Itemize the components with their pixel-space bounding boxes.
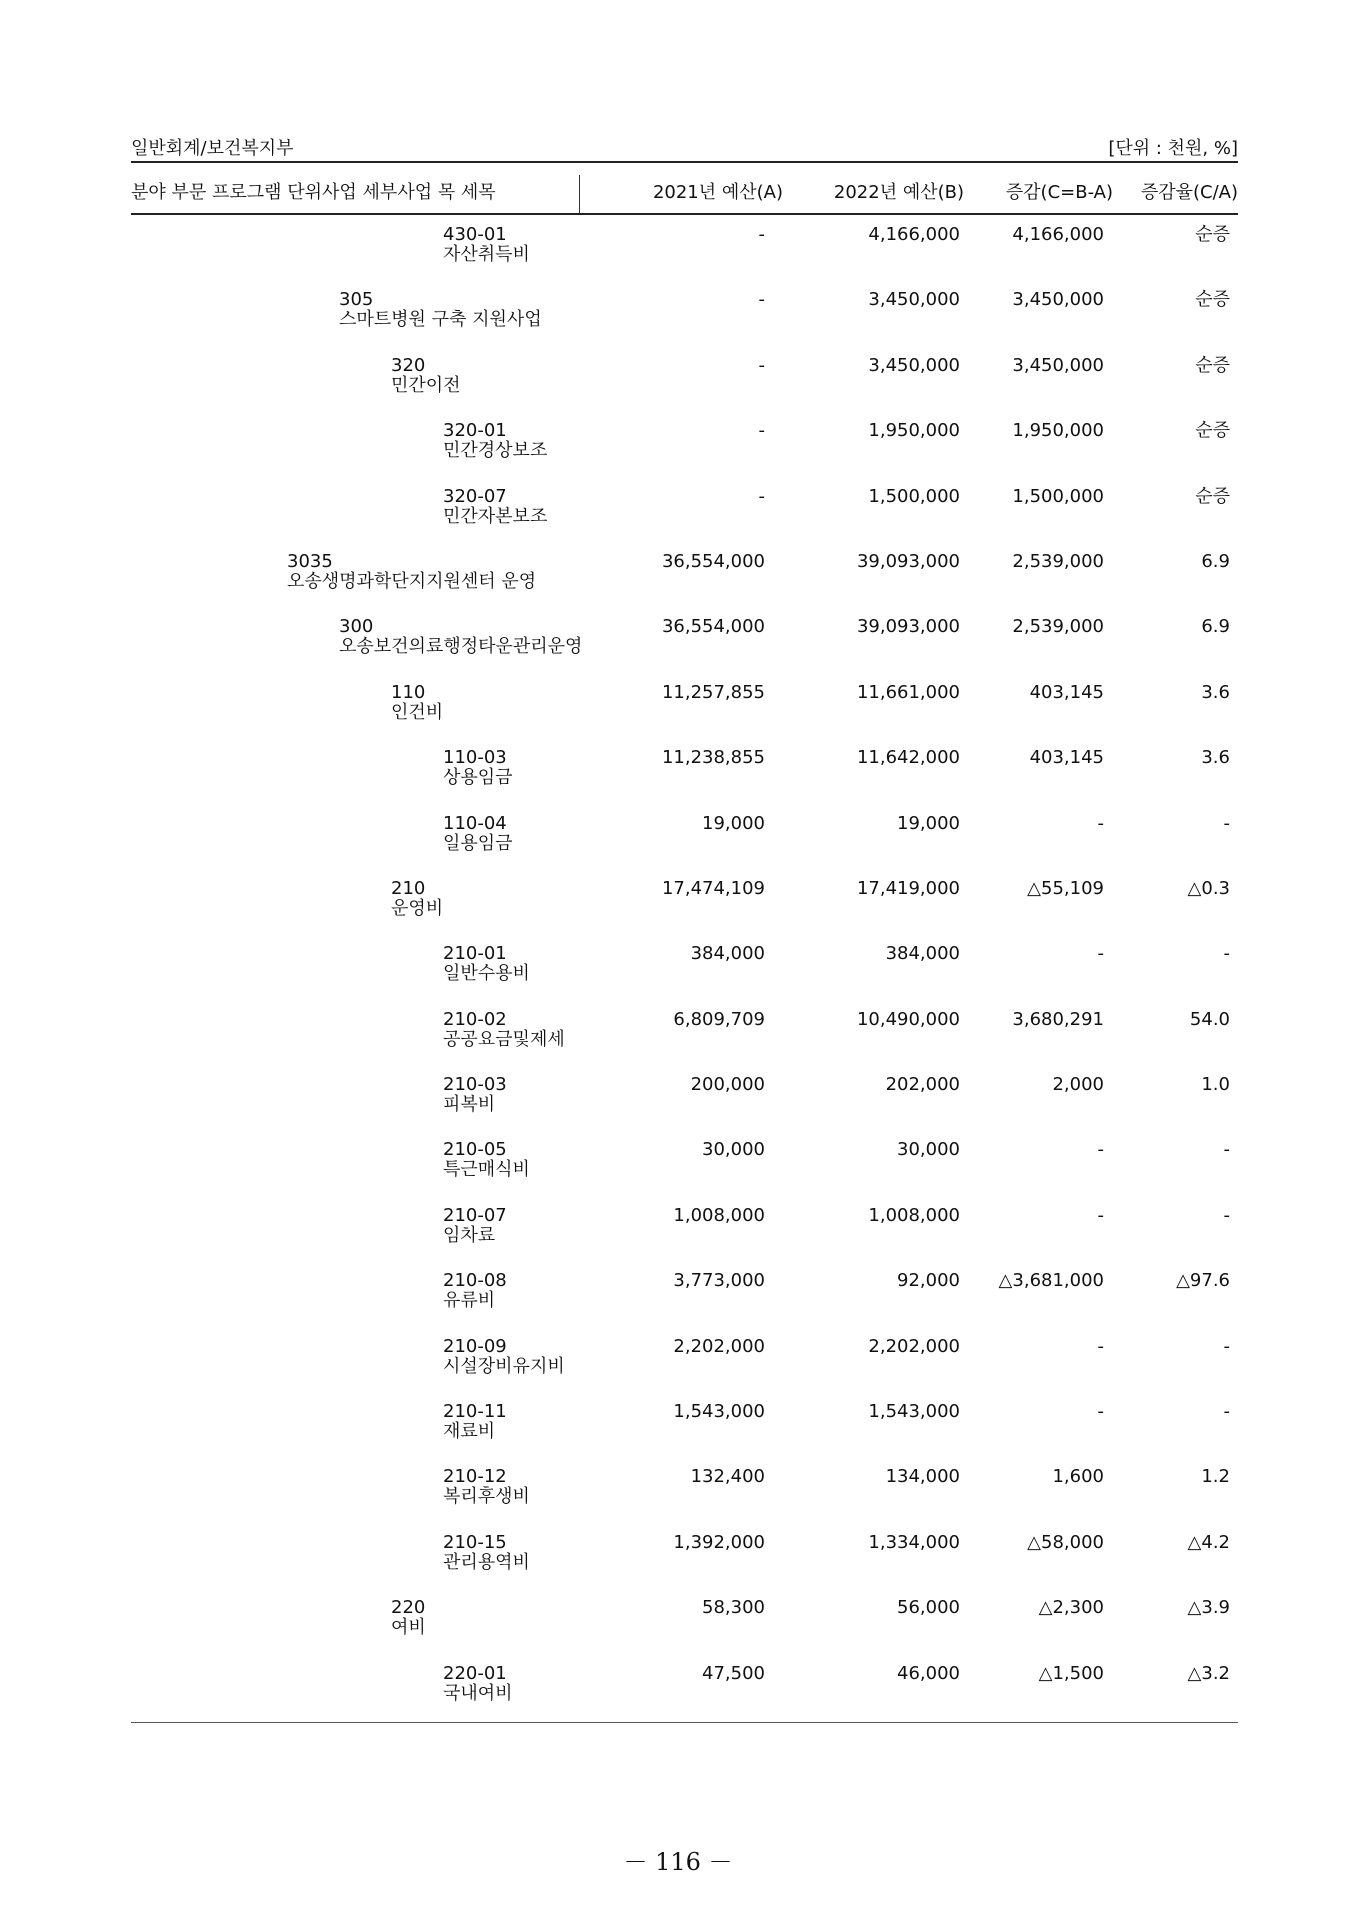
table-bottom-rule <box>131 1722 1238 1723</box>
item-code: 220-01 <box>443 1662 507 1684</box>
table-row <box>131 1532 1238 1597</box>
table-row <box>131 486 1238 551</box>
difference-cell: △3,681,000 <box>998 1270 1104 1292</box>
difference-cell: - <box>1097 1401 1104 1423</box>
budget-2021-cell: 6,809,709 <box>673 1008 765 1030</box>
difference-cell: 1,600 <box>1052 1466 1104 1488</box>
budget-2021-cell: 2,202,000 <box>673 1335 765 1357</box>
budget-2022-cell: 1,543,000 <box>868 1401 960 1423</box>
budget-table-body <box>131 224 1238 1728</box>
difference-cell: 1,950,000 <box>1012 420 1104 442</box>
budget-2022-cell: 2,202,000 <box>868 1335 960 1357</box>
difference-cell: △2,300 <box>1038 1597 1104 1619</box>
item-name: 민간경상보조 <box>443 440 548 462</box>
change-rate-cell: △3.9 <box>1187 1597 1230 1619</box>
difference-cell: 3,450,000 <box>1012 354 1104 376</box>
difference-cell: 1,500,000 <box>1012 485 1104 507</box>
item-name: 재료비 <box>443 1421 496 1443</box>
table-row <box>131 616 1238 681</box>
budget-2021-cell: - <box>758 289 765 311</box>
table-row <box>131 289 1238 354</box>
item-code: 110-04 <box>443 812 507 834</box>
change-rate-cell: 순증 <box>1195 224 1230 245</box>
budget-2022-cell: 17,419,000 <box>856 877 960 899</box>
item-name: 복리후생비 <box>443 1486 530 1508</box>
column-header-difference: 증감(C=B-A) <box>1005 182 1113 203</box>
change-rate-cell: - <box>1223 1401 1230 1423</box>
budget-2022-cell: 30,000 <box>897 1139 960 1161</box>
table-row <box>131 1009 1238 1074</box>
change-rate-cell: 1.0 <box>1201 1074 1230 1096</box>
budget-2022-cell: 11,661,000 <box>856 681 960 703</box>
budget-2021-cell: 19,000 <box>702 812 765 834</box>
change-rate-cell: - <box>1223 1204 1230 1226</box>
difference-cell: △55,109 <box>1027 877 1104 899</box>
difference-cell: - <box>1097 812 1104 834</box>
item-name: 자산취득비 <box>443 244 530 265</box>
item-name: 유류비 <box>443 1290 496 1312</box>
item-name: 시설장비유지비 <box>443 1355 565 1377</box>
item-code: 220 <box>391 1597 426 1619</box>
item-code: 210-08 <box>443 1270 507 1292</box>
budget-2021-cell: 384,000 <box>690 943 765 965</box>
difference-cell: △58,000 <box>1027 1531 1104 1553</box>
page-header <box>131 131 1238 161</box>
budget-2021-cell: 1,008,000 <box>673 1204 765 1226</box>
change-rate-cell: 순증 <box>1195 420 1230 442</box>
item-code: 210-11 <box>443 1401 507 1423</box>
budget-2021-cell: 58,300 <box>702 1597 765 1619</box>
item-name: 임차료 <box>443 1224 496 1246</box>
change-rate-cell: 순증 <box>1195 485 1230 507</box>
budget-2022-cell: 56,000 <box>897 1597 960 1619</box>
budget-2021-cell: 30,000 <box>702 1139 765 1161</box>
item-name: 일용임금 <box>443 832 513 854</box>
item-code: 210-15 <box>443 1531 507 1553</box>
budget-2022-cell: 46,000 <box>897 1662 960 1684</box>
table-row <box>131 1139 1238 1204</box>
change-rate-cell: △97.6 <box>1176 1270 1230 1292</box>
change-rate-cell: - <box>1223 1335 1230 1357</box>
column-header-change-rate: 증감율(C/A) <box>1140 182 1238 203</box>
item-name: 여비 <box>391 1617 426 1639</box>
table-row <box>131 355 1238 420</box>
item-code: 300 <box>339 616 374 638</box>
item-code: 210-03 <box>443 1074 507 1096</box>
item-code: 3035 <box>287 550 333 572</box>
table-row <box>131 878 1238 943</box>
difference-cell: - <box>1097 1204 1104 1226</box>
item-name: 관리용역비 <box>443 1551 530 1573</box>
item-code: 305 <box>339 289 374 311</box>
budget-2022-cell: 4,166,000 <box>868 224 960 245</box>
budget-2021-cell: 11,238,855 <box>661 747 765 769</box>
table-row <box>131 1663 1238 1728</box>
item-code: 210 <box>391 877 426 899</box>
item-code: 210-01 <box>443 943 507 965</box>
budget-2021-cell: - <box>758 485 765 507</box>
budget-2022-cell: 1,008,000 <box>868 1204 960 1226</box>
change-rate-cell: 6.9 <box>1201 616 1230 638</box>
item-name: 스마트병원 구축 지원사업 <box>339 309 542 331</box>
change-rate-cell: 순증 <box>1195 289 1230 311</box>
difference-cell: - <box>1097 1139 1104 1161</box>
item-name: 상용임금 <box>443 767 513 789</box>
budget-2021-cell: 36,554,000 <box>661 550 765 572</box>
item-name: 공공요금및제세 <box>443 1028 565 1050</box>
budget-2021-cell: 1,543,000 <box>673 1401 765 1423</box>
table-row <box>131 943 1238 1008</box>
budget-2021-cell: 17,474,109 <box>661 877 765 899</box>
table-row <box>131 1597 1238 1662</box>
difference-cell: 403,145 <box>1029 681 1104 703</box>
change-rate-cell: 3.6 <box>1201 747 1230 769</box>
budget-2021-cell: 200,000 <box>690 1074 765 1096</box>
table-header-rule <box>131 213 1238 215</box>
table-row <box>131 1466 1238 1531</box>
change-rate-cell: 순증 <box>1195 354 1230 376</box>
item-code: 210-07 <box>443 1204 507 1226</box>
budget-2022-cell: 3,450,000 <box>868 289 960 311</box>
item-name: 피복비 <box>443 1094 496 1116</box>
change-rate-cell: 3.6 <box>1201 681 1230 703</box>
item-code: 210-12 <box>443 1466 507 1488</box>
table-row <box>131 1336 1238 1401</box>
item-name: 일반수용비 <box>443 963 530 985</box>
budget-2022-cell: 39,093,000 <box>856 616 960 638</box>
item-name: 인건비 <box>391 701 444 723</box>
item-code: 210-09 <box>443 1335 507 1357</box>
change-rate-cell: △3.2 <box>1187 1662 1230 1684</box>
budget-2021-cell: 36,554,000 <box>661 616 765 638</box>
difference-cell: - <box>1097 943 1104 965</box>
difference-cell: △1,500 <box>1038 1662 1104 1684</box>
budget-2022-cell: 1,500,000 <box>868 485 960 507</box>
change-rate-cell: 6.9 <box>1201 550 1230 572</box>
item-name: 오송생명과학단지지원센터 운영 <box>287 570 537 592</box>
table-row <box>131 747 1238 812</box>
budget-2022-cell: 11,642,000 <box>856 747 960 769</box>
difference-cell: 3,680,291 <box>1012 1008 1104 1030</box>
table-row <box>131 551 1238 616</box>
item-code: 110-03 <box>443 747 507 769</box>
budget-2022-cell: 92,000 <box>897 1270 960 1292</box>
budget-2022-cell: 39,093,000 <box>856 550 960 572</box>
budget-2021-cell: 132,400 <box>690 1466 765 1488</box>
budget-2021-cell: 11,257,855 <box>661 681 765 703</box>
budget-2021-cell: 3,773,000 <box>673 1270 765 1292</box>
column-header-2022-budget: 2022년 예산(B) <box>833 182 964 203</box>
change-rate-cell: △0.3 <box>1187 877 1230 899</box>
item-name: 운영비 <box>391 897 444 919</box>
table-row <box>131 682 1238 747</box>
difference-cell: 2,000 <box>1052 1074 1104 1096</box>
table-row <box>131 1074 1238 1139</box>
table-row <box>131 1270 1238 1335</box>
change-rate-cell: - <box>1223 1139 1230 1161</box>
budget-2022-cell: 1,950,000 <box>868 420 960 442</box>
budget-2022-cell: 202,000 <box>885 1074 960 1096</box>
item-name: 오송보건의료행정타운관리운영 <box>339 636 583 658</box>
difference-cell: 4,166,000 <box>1012 224 1104 245</box>
budget-2022-cell: 10,490,000 <box>856 1008 960 1030</box>
page-number: － 116 － <box>623 1848 733 1876</box>
budget-2022-cell: 384,000 <box>885 943 960 965</box>
table-column-header <box>131 163 1238 213</box>
item-code: 320-01 <box>443 420 507 442</box>
table-row <box>131 224 1238 289</box>
budget-2021-cell: - <box>758 354 765 376</box>
difference-cell: 2,539,000 <box>1012 616 1104 638</box>
budget-2021-cell: - <box>758 224 765 245</box>
item-name: 특근매식비 <box>443 1159 530 1181</box>
budget-2022-cell: 19,000 <box>897 812 960 834</box>
change-rate-cell: 1.2 <box>1201 1466 1230 1488</box>
item-code: 320 <box>391 354 426 376</box>
change-rate-cell: - <box>1223 943 1230 965</box>
budget-2021-cell: 1,392,000 <box>673 1531 765 1553</box>
account-title: 일반회계/보건복지부 <box>131 138 294 159</box>
item-code: 210-02 <box>443 1008 507 1030</box>
item-name: 국내여비 <box>443 1682 513 1704</box>
column-header-category: 분야 부문 프로그램 단위사업 세부사업 목 세목 <box>131 182 496 203</box>
column-header-2021-budget: 2021년 예산(A) <box>652 182 783 203</box>
budget-2021-cell: 47,500 <box>702 1662 765 1684</box>
item-code: 430-01 <box>443 224 507 245</box>
difference-cell: - <box>1097 1335 1104 1357</box>
difference-cell: 3,450,000 <box>1012 289 1104 311</box>
column-separator <box>579 175 580 215</box>
item-code: 110 <box>391 681 426 703</box>
item-code: 210-05 <box>443 1139 507 1161</box>
difference-cell: 403,145 <box>1029 747 1104 769</box>
item-name: 민간이전 <box>391 374 461 396</box>
item-code: 320-07 <box>443 485 507 507</box>
table-row <box>131 813 1238 878</box>
change-rate-cell: 54.0 <box>1189 1008 1230 1030</box>
budget-2022-cell: 3,450,000 <box>868 354 960 376</box>
unit-label: [단위 : 천원, %] <box>1108 138 1238 159</box>
table-row <box>131 1401 1238 1466</box>
budget-2022-cell: 134,000 <box>885 1466 960 1488</box>
change-rate-cell: △4.2 <box>1187 1531 1230 1553</box>
budget-2021-cell: - <box>758 420 765 442</box>
budget-2022-cell: 1,334,000 <box>868 1531 960 1553</box>
difference-cell: 2,539,000 <box>1012 550 1104 572</box>
table-row <box>131 1205 1238 1270</box>
change-rate-cell: - <box>1223 812 1230 834</box>
table-row <box>131 420 1238 485</box>
item-name: 민간자본보조 <box>443 505 548 527</box>
